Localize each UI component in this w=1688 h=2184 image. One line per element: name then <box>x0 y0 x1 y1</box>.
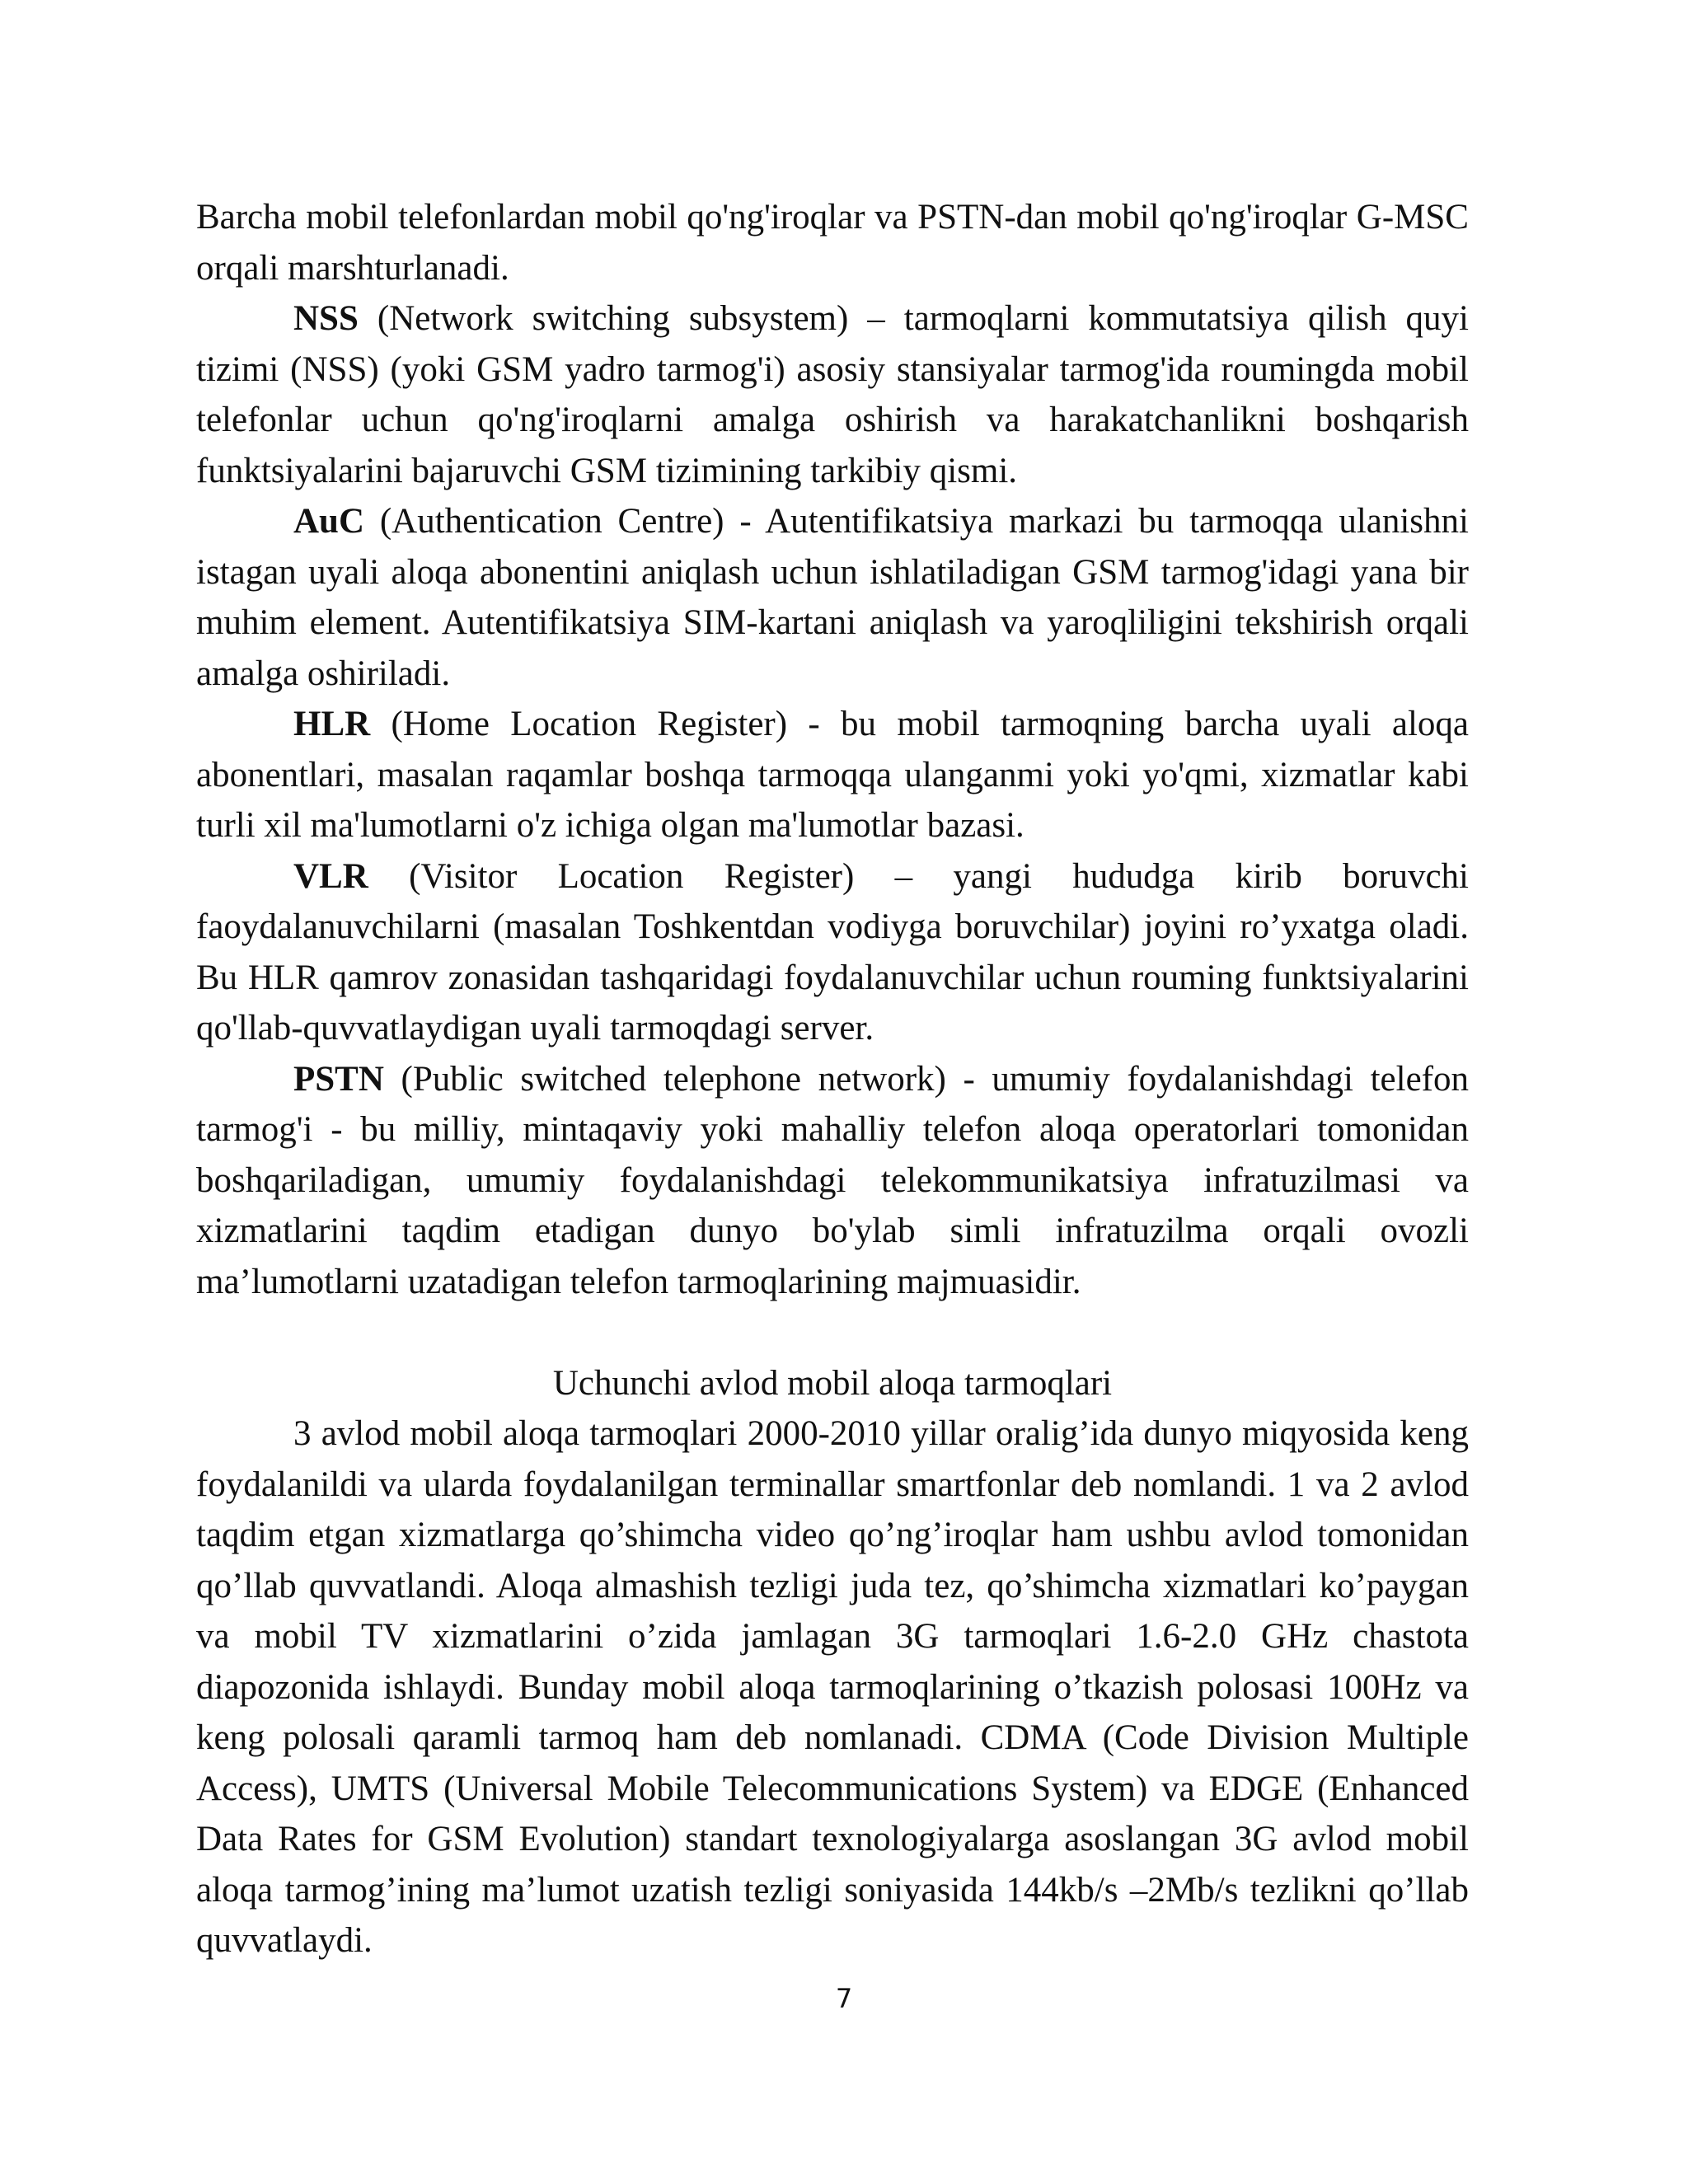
paragraph-auc <box>196 496 1469 699</box>
body-text <box>196 192 1469 1966</box>
definition-hlr: (Home Location Register) - bu mobil tarmoqning barcha uyali aloqa abonentlari, masalan raqamlar boshqa tarmoqqa ulanganmi yoki yo'qmi, xizmatlar kabi turli xil ma'lumotlarni o'z ichiga olgan ma'lumotlar bazasi. <box>196 705 1469 845</box>
paragraph-intro: Barcha mobil telefonlardan mobil qo'ng'iroqlar va PSTN-dan mobil qo'ng'iroqlar G-MSC orqali marshturlanadi. <box>196 198 1469 288</box>
section-heading: Uchunchi avlod mobil aloqa tarmoqlari <box>552 1363 1113 1403</box>
definition-nss: (Network switching subsystem) – tarmoqlarni kommutatsiya qilish quyi tizimi (NSS) (yoki GSM yadro tarmog'i) asosiy stansiyalar tarmog'ida roumingda mobil telefonlar uchun qo'ng'iroqlarni amalga oshirish va harakatchanlikni boshqarish funktsiyalarini bajaruvchi GSM tizimining tarkibiy qismi. <box>196 299 1469 490</box>
definition-auc: (Authentication Centre) - Autentifikatsiya markazi bu tarmoqqa ulanishni istagan uyali aloqa abonentini aniqlash uchun ishlatiladigan GSM tarmog'idagi yana bir muhim element. Autentifikatsiya SIM-kartani aniqlash va yaroqliligini tekshirish orqali amalga oshiriladi. <box>196 502 1469 693</box>
paragraph-third-generation: 3 avlod mobil aloqa tarmoqlari 2000-2010 yillar oralig’ida dunyo miqyosida keng foydalanildi va ularda foydalanilgan terminallar smartfonlar deb nomlandi. 1 va 2 avlod taqdim etgan xizmatlarga qo’shimcha video qo’ng’iroqlar ham ushbu avlod tomonidan qo’llab quvvatlandi. Aloqa almashish tezligi juda tez, qo’shimcha xizmatlari ko’paygan va mobil TV xizmatlarini o’zida jamlagan 3G tarmoqlari 1.6-2.0 GHz chastota diapozonida ishlaydi. Bunday mobil aloqa tarmoqlarining o’tkazish polosasi 100Hz va keng polosali qaramli tarmoq ham deb nomlanadi. CDMA (Code Division Multiple Access), UMTS (Universal Mobile Telecommunications System) va EDGE (Enhanced Data Rates for GSM Evolution) standart texnologiyalarga asoslangan 3G avlod mobil aloqa tarmog’ining ma’lumot uzatish tezligi soniyasida 144kb/s –2Mb/s tezlikni qo’llab quvvatlaydi. <box>196 1414 1469 1960</box>
paragraph-nss <box>196 293 1469 496</box>
term-auc: AuC <box>293 502 365 541</box>
paragraph-vlr <box>196 851 1469 1054</box>
definition-pstn: (Public switched telephone network) - umumiy foydalanishdagi telefon tarmog'i - bu milliy, mintaqaviy yoki mahalliy telefon aloqa operatorlari tomonidan boshqariladigan, umumiy foydalanishdagi telekommunikatsiya infratuzilmasi va xizmatlarini taqdim etadigan dunyo bo'ylab simli infratuzilma orqali ovozli ma’lumotlarni uzatadigan telefon tarmoqlarining majmuasidir. <box>196 1059 1469 1301</box>
term-pstn: PSTN <box>293 1059 384 1099</box>
term-hlr: HLR <box>293 705 371 743</box>
paragraph-pstn <box>196 1054 1469 1308</box>
term-nss: NSS <box>293 299 359 338</box>
paragraph-hlr <box>196 699 1469 851</box>
definition-vlr: (Visitor Location Register) – yangi hududga kirib boruvchi faoydalanuvchilarni (masalan Toshkentdan vodiyga boruvchilar) joyini ro’yxatga oladi. Bu HLR qamrov zonasidan tashqaridagi foydalanuvchilar uchun rouming funktsiyalarini qo'llab-quvvatlaydigan uyali tarmoqdagi server. <box>196 856 1469 1047</box>
page-number: 7 <box>835 1983 853 2014</box>
term-vlr: VLR <box>293 856 368 896</box>
